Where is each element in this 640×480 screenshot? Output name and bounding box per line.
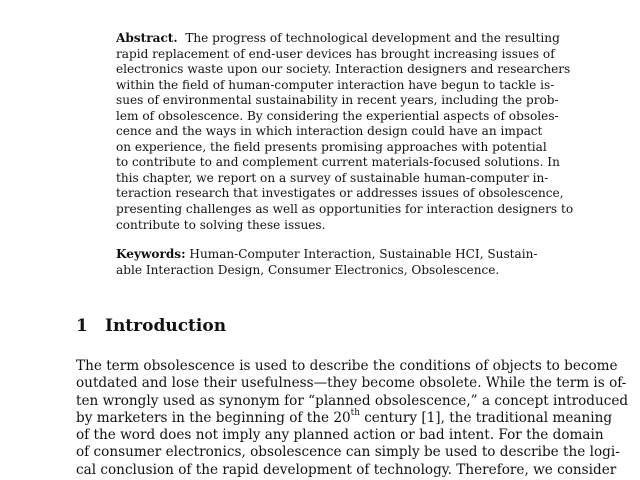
body-text-segment: century [1], the traditional meaning <box>359 409 613 426</box>
keywords-label: Keywords: <box>116 247 186 262</box>
body-line <box>76 408 613 427</box>
abstract-label: Abstract. <box>116 31 178 45</box>
body-text <box>76 358 629 479</box>
abstract-line: sues of environmental sustainability in recent years, including the prob- <box>116 93 559 108</box>
section-heading <box>76 316 226 336</box>
abstract-line: cence and the ways in which interaction design could have an impact <box>116 124 543 139</box>
abstract-line: contribute to solving these issues. <box>116 217 326 232</box>
body-line: ten wrongly used as synonym for “planned obsolescence,” a concept introduced <box>76 392 629 409</box>
abstract-line: within the field of human-computer interaction have begun to tackle is- <box>116 77 555 92</box>
keywords-line: able Interaction Design, Consumer Electronics, Obsolescence. <box>116 262 500 277</box>
abstract-line: presenting challenges as well as opportunities for interaction designers to <box>116 202 574 217</box>
keywords <box>116 247 538 278</box>
abstract-text: The progress of technological development and the resulting <box>185 31 560 45</box>
body-line: of the word does not imply any planned action or bad intent. For the domain <box>76 427 604 444</box>
superscript: th <box>350 408 360 419</box>
abstract-line: teraction research that investigates or addresses issues of obsolescence, <box>116 186 564 201</box>
abstract-line: lem of obsolescence. By considering the experiential aspects of obsoles- <box>116 108 559 123</box>
section-title: Introduction <box>105 316 227 336</box>
keywords-line <box>116 247 538 263</box>
body-line: The term obsolescence is used to describe the conditions of objects to become <box>76 358 618 374</box>
body-line: cal conclusion of the rapid development of technology. Therefore, we consider <box>76 461 617 478</box>
keywords-text: Human-Computer Interaction, Sustainable HCI, Sustain- <box>189 247 538 262</box>
abstract-line: on experience, the field presents promising approaches with potential <box>116 139 547 154</box>
section-number: 1 <box>76 316 88 336</box>
body-text-segment: by marketers in the beginning of the 20 <box>76 409 351 426</box>
abstract-line: electronics waste upon our society. Interaction designers and researchers <box>116 62 571 77</box>
abstract-line: to contribute to and complement current materials-focused solutions. In <box>116 155 560 170</box>
body-line: outdated and lose their usefulness—they become obsolete. While the term is of- <box>76 375 627 392</box>
abstract-line <box>116 31 560 47</box>
abstract-line: this chapter, we report on a survey of sustainable human-computer in- <box>116 170 549 185</box>
abstract-line: rapid replacement of end-user devices has brought increasing issues of <box>116 46 555 61</box>
body-line: of consumer electronics, obsolescence can simply be used to describe the logi- <box>76 444 620 461</box>
abstract <box>116 31 574 278</box>
